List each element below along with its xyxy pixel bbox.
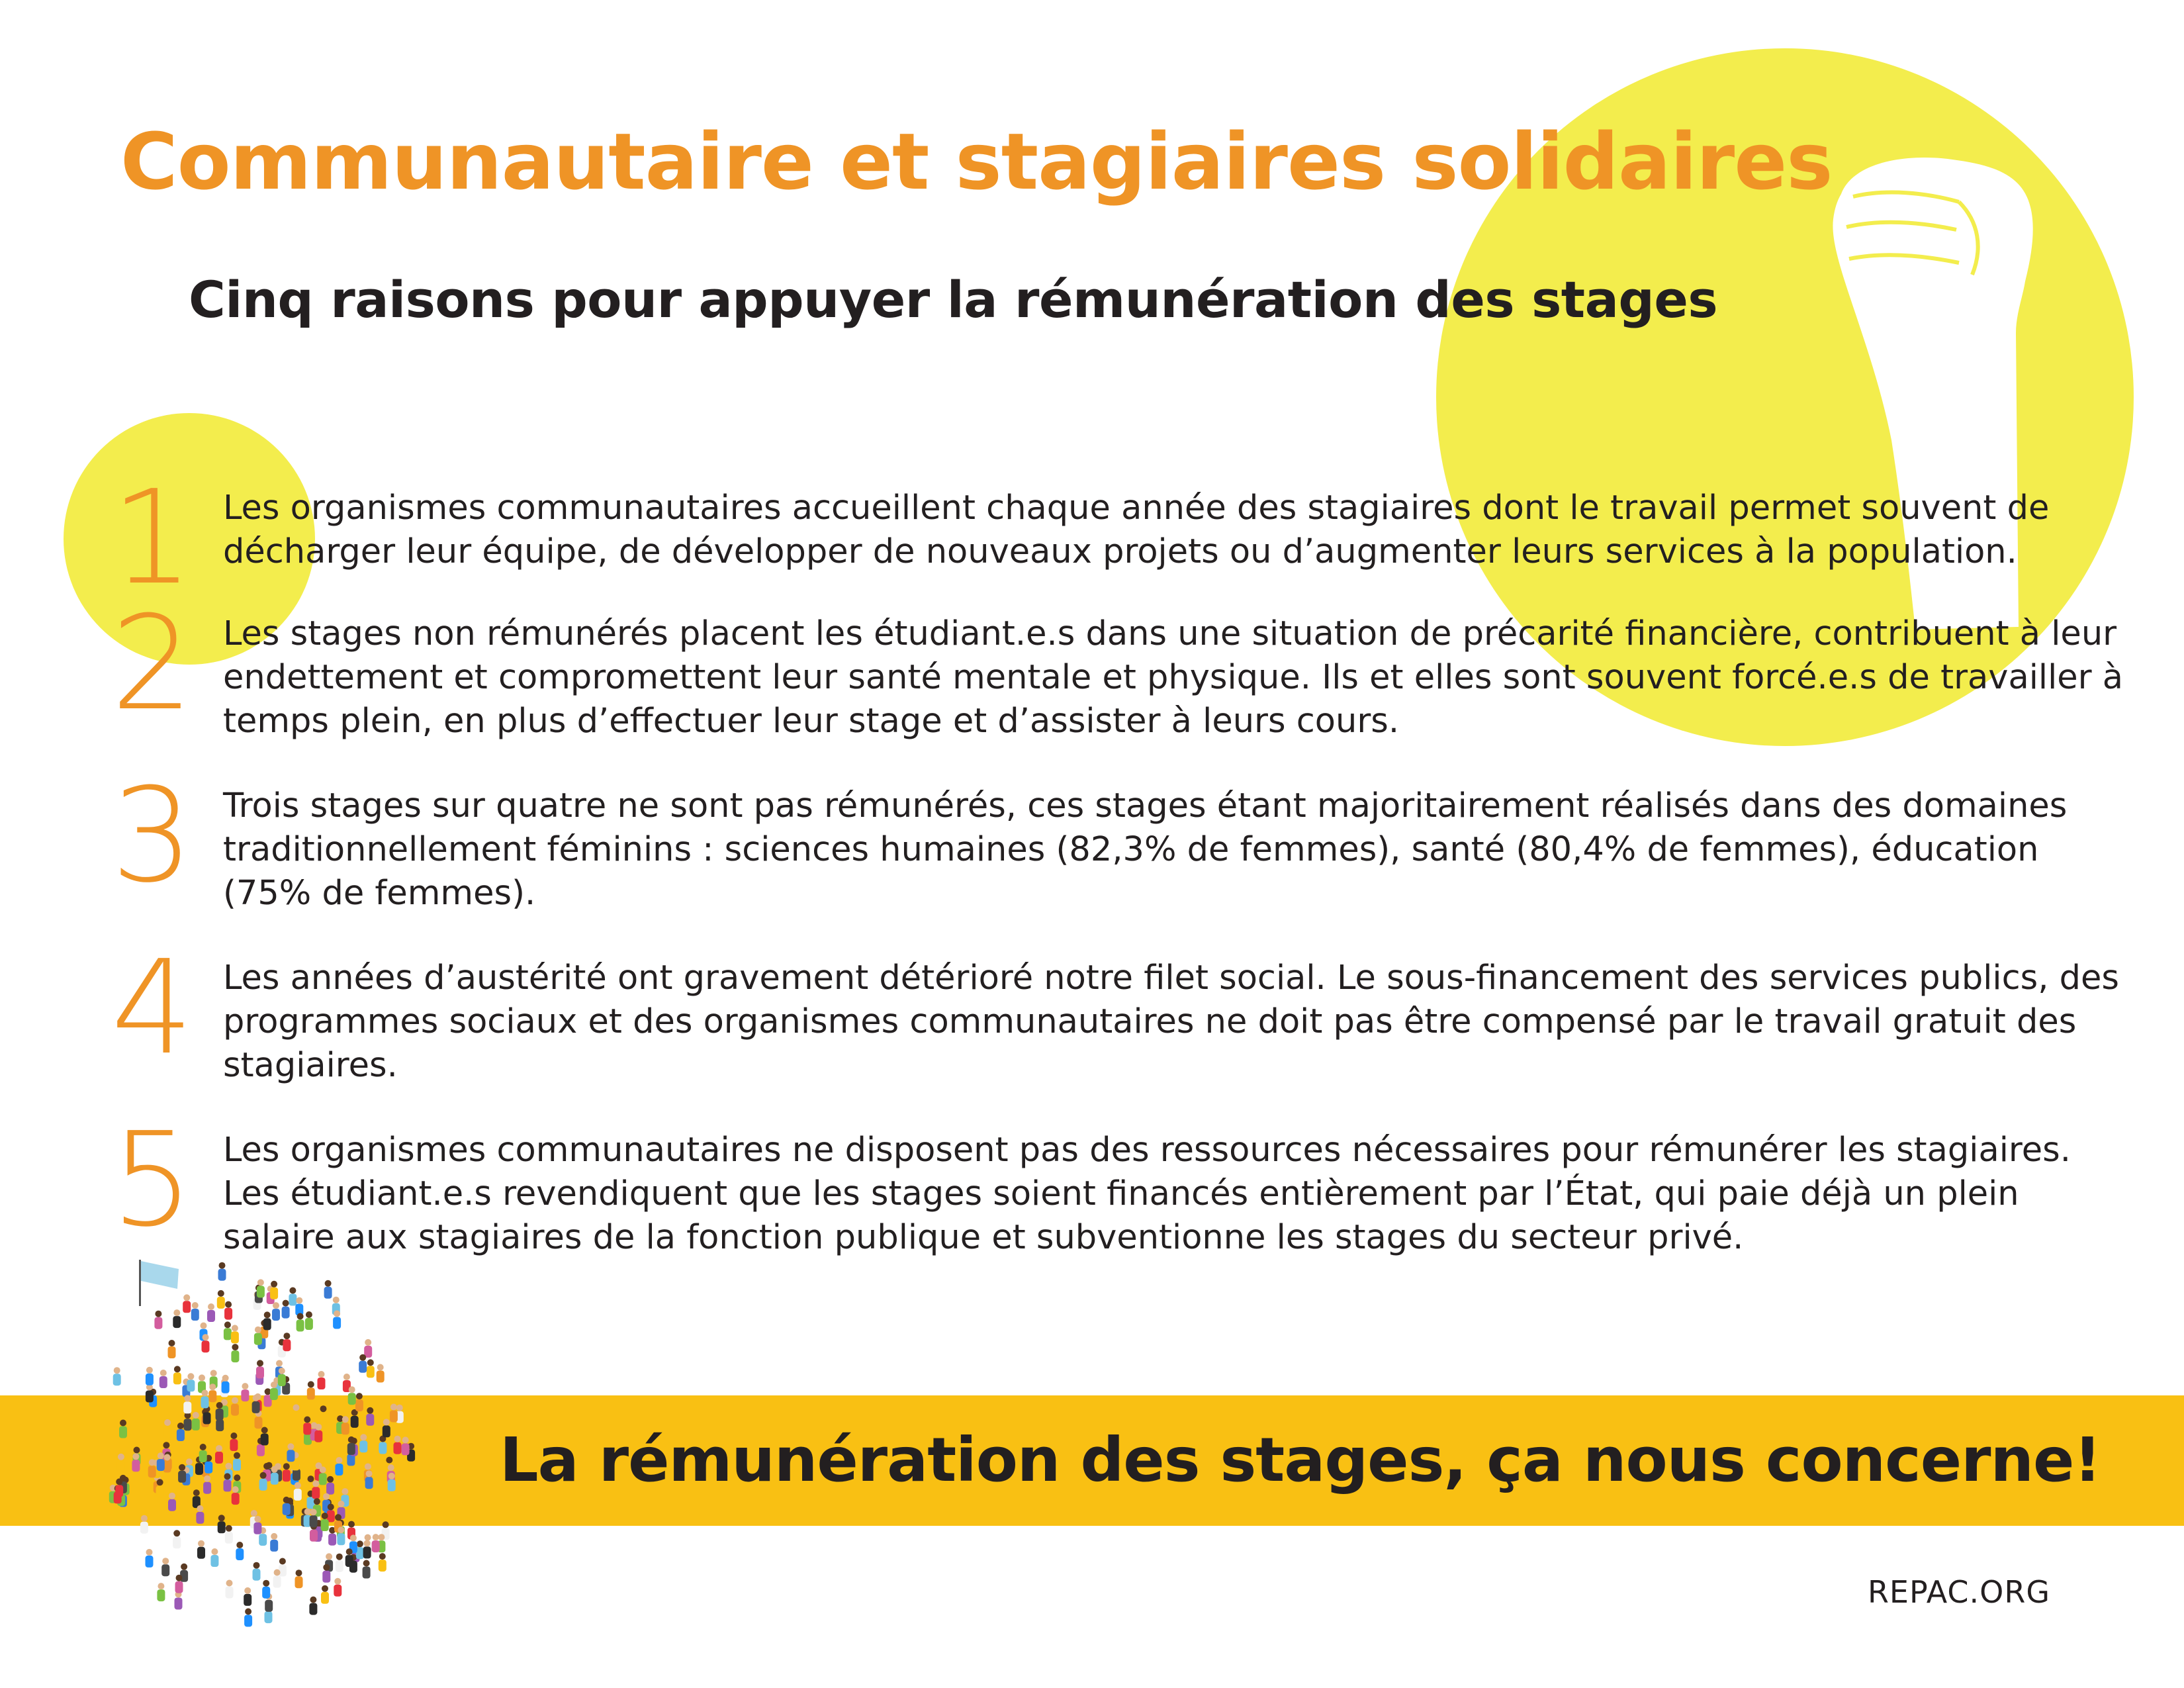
reason-number: 5 — [111, 1105, 194, 1256]
reason-number: 1 — [111, 463, 194, 614]
banner-slogan: La rémunération des stages, ça nous concerne! — [500, 1425, 2101, 1495]
website-link[interactable]: REPAC.ORG — [1867, 1574, 2050, 1610]
reason-number: 3 — [111, 761, 194, 912]
page-title: Communautaire et stagiaires solidaires — [120, 116, 1833, 207]
reason-text: Les organismes communautaires ne disposent pas des ressources nécessaires pour rémunérer les stagiaires. Les étudiant.e.s revendiquent que les stages soient financés entièrement par l’État, qui paie déjà un plein salaire aux stagiaires de la fonction publique et subventionne les stages du secteur privé. — [223, 1131, 2071, 1257]
page-subtitle: Cinq raisons pour appuyer la rémunération des stages — [189, 270, 1718, 329]
reason-number: 2 — [111, 588, 194, 739]
crowd-illustration — [79, 1254, 463, 1652]
reason-text: Les organismes communautaires accueillent chaque année des stagiaires dont le travail permet souvent de décharger leur équipe, de développer de nouveaux projets ou d’augmenter leurs services à la population. — [223, 489, 2050, 571]
reason-text: Les années d’austérité ont gravement détérioré notre filet social. Le sous-financement des services publics, des programmes sociaux et des organismes communautaires ne doit pas être compensé par le travail gratuit des stagiaires. — [223, 959, 2119, 1085]
reason-text: Les stages non rémunérés placent les étudiant.e.s dans une situation de précarité financière, contribuent à leur endettement et compromettent leur santé mentale et physique. Ils et elles sont souvent forcé.e.s de travailler à temps plein, en plus d’effectuer leur stage et d’assister à leurs cours. — [223, 614, 2124, 741]
reason-number: 4 — [111, 933, 194, 1084]
reason-text: Trois stages sur quatre ne sont pas rémunérés, ces stages étant majoritairement réalisés dans des domaines traditionnellement féminins : sciences humaines (82,3% de femmes), santé (80,4% de femmes), éducation (75% de femmes). — [223, 786, 2068, 913]
